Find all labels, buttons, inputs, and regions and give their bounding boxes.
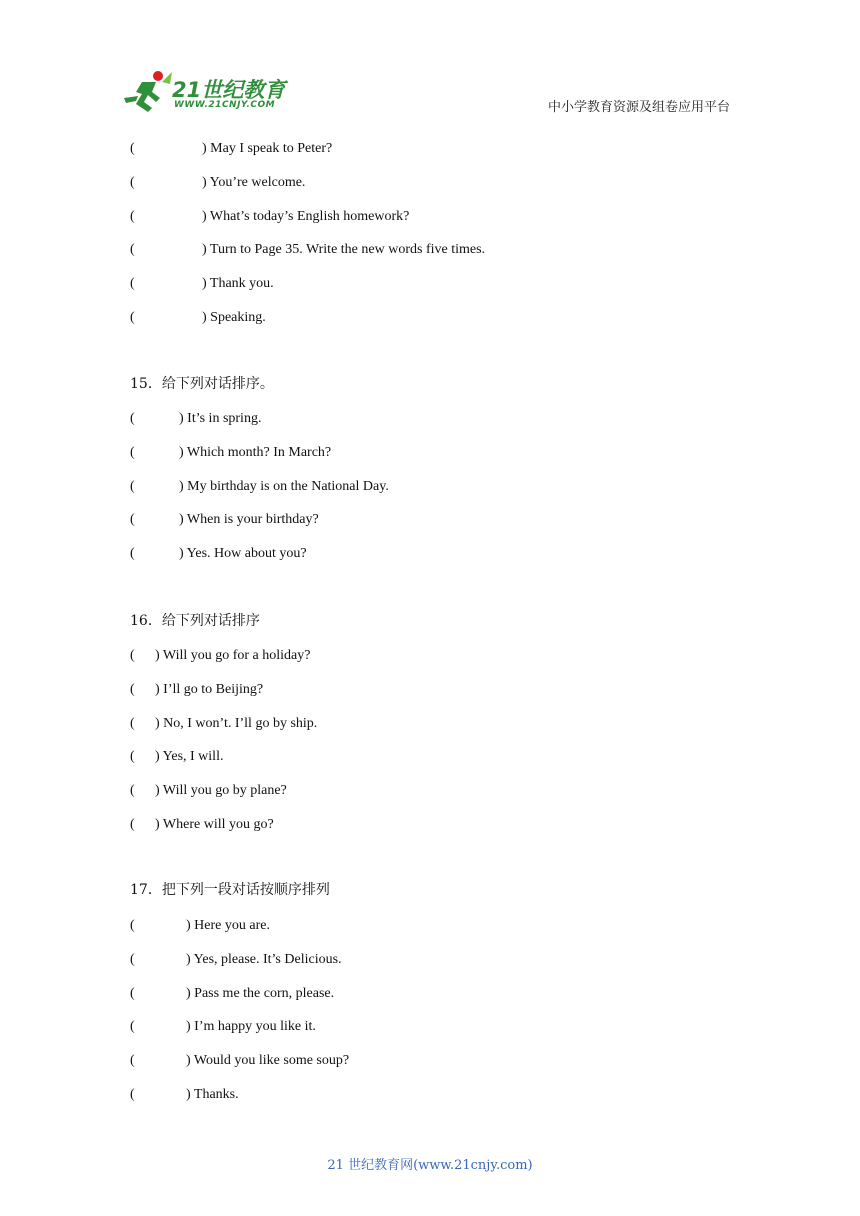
- answer-blank-open[interactable]: (: [130, 783, 135, 799]
- runner-logo-icon: [122, 68, 174, 114]
- answer-blank-open[interactable]: (: [130, 276, 135, 292]
- dialogue-item: [130, 208, 410, 225]
- answer-blank-open[interactable]: (: [130, 478, 135, 494]
- dialogue-item: [130, 242, 486, 258]
- logo-title: 21世纪教育: [172, 78, 286, 102]
- answer-blank-open[interactable]: (: [130, 817, 135, 832]
- dialogue-item: [130, 715, 318, 732]
- answer-blank-open[interactable]: (: [130, 174, 135, 190]
- question-heading: 15．给下列对话排序。: [130, 376, 274, 392]
- page-header: [0, 0, 860, 125]
- dialogue-item-text: ) Yes. How about you?: [179, 546, 307, 562]
- dialogue-item: [130, 444, 332, 461]
- dialogue-item: [130, 478, 389, 495]
- answer-blank-open[interactable]: (: [130, 411, 135, 426]
- header-tagline: 中小学教育资源及组卷应用平台: [547, 100, 730, 115]
- dialogue-item-text: ) Where will you go?: [155, 817, 274, 832]
- dialogue-item-text: ) I’ll go to Beijing?: [155, 681, 264, 697]
- dialogue-item-text: ) What’s today’s English homework?: [202, 208, 410, 224]
- answer-blank-open[interactable]: (: [130, 951, 135, 967]
- dialogue-item-text: ) Yes, I will.: [155, 749, 224, 765]
- answer-blank-open[interactable]: (: [130, 681, 135, 697]
- dialogue-item-text: ) It’s in spring.: [179, 411, 262, 426]
- dialogue-item: [130, 546, 307, 562]
- answer-blank-open[interactable]: (: [130, 715, 135, 731]
- dialogue-item-text: ) When is your birthday?: [179, 512, 319, 528]
- dialogue-item: [130, 276, 274, 292]
- dialogue-item: [130, 817, 274, 833]
- dialogue-item: [130, 310, 266, 326]
- dialogue-item-text: ) Thank you.: [202, 276, 274, 292]
- dialogue-item: [130, 918, 270, 934]
- dialogue-item-text: ) You’re welcome.: [202, 174, 306, 190]
- logo-url: WWW.21CNJY.COM: [174, 100, 276, 110]
- dialogue-item-text: ) Would you like some soup?: [186, 1053, 350, 1069]
- dialogue-item-text: ) Turn to Page 35. Write the new words five times.: [202, 242, 486, 258]
- answer-blank-open[interactable]: (: [130, 310, 135, 325]
- dialogue-item-text: ) I’m happy you like it.: [186, 1019, 316, 1035]
- dialogue-item-text: ) My birthday is on the National Day.: [179, 478, 389, 494]
- answer-blank-open[interactable]: (: [130, 1053, 135, 1069]
- answer-blank-open[interactable]: (: [130, 242, 135, 258]
- dialogue-item-text: ) Which month? In March?: [179, 444, 332, 460]
- page-footer: 21 世纪教育网(www.21cnjy.com): [327, 1158, 533, 1173]
- answer-blank-open[interactable]: (: [130, 985, 135, 1001]
- logo: [122, 68, 292, 114]
- answer-blank-open[interactable]: (: [130, 749, 135, 765]
- dialogue-item-text: ) No, I won’t. I’ll go by ship.: [155, 715, 318, 731]
- dialogue-item: [130, 648, 311, 664]
- dialogue-item: [130, 174, 306, 191]
- question-heading: 16．给下列对话排序: [130, 613, 260, 629]
- answer-blank-open[interactable]: (: [130, 918, 135, 933]
- dialogue-item: [130, 951, 342, 968]
- dialogue-item-text: ) Will you go by plane?: [155, 783, 287, 799]
- question-heading: 17．把下列一段对话按顺序排列: [130, 882, 330, 898]
- answer-blank-open[interactable]: (: [130, 648, 135, 663]
- dialogue-item: [130, 749, 224, 765]
- answer-blank-open[interactable]: (: [130, 1087, 135, 1102]
- dialogue-item: [130, 1087, 239, 1103]
- dialogue-item-text: ) Pass me the corn, please.: [186, 985, 335, 1001]
- dialogue-item-text: ) Speaking.: [202, 310, 266, 325]
- answer-blank-open[interactable]: (: [130, 444, 135, 460]
- dialogue-item-text: ) May I speak to Peter?: [202, 141, 333, 156]
- dialogue-item: [130, 985, 335, 1002]
- dialogue-item-text: ) Will you go for a holiday?: [155, 648, 311, 663]
- dialogue-item: [130, 411, 262, 427]
- answer-blank-open[interactable]: (: [130, 512, 135, 528]
- dialogue-item: [130, 512, 319, 528]
- dialogue-item-text: ) Yes, please. It’s Delicious.: [186, 951, 342, 967]
- dialogue-item: [130, 1053, 350, 1069]
- dialogue-item-text: ) Here you are.: [186, 918, 270, 933]
- dialogue-item: [130, 681, 264, 698]
- dialogue-item: [130, 1019, 316, 1035]
- answer-blank-open[interactable]: (: [130, 141, 135, 156]
- answer-blank-open[interactable]: (: [130, 208, 135, 224]
- answer-blank-open[interactable]: (: [130, 1019, 135, 1035]
- answer-blank-open[interactable]: (: [130, 546, 135, 562]
- dialogue-item-text: ) Thanks.: [186, 1087, 239, 1102]
- dialogue-item: [130, 141, 333, 157]
- dialogue-item: [130, 783, 287, 799]
